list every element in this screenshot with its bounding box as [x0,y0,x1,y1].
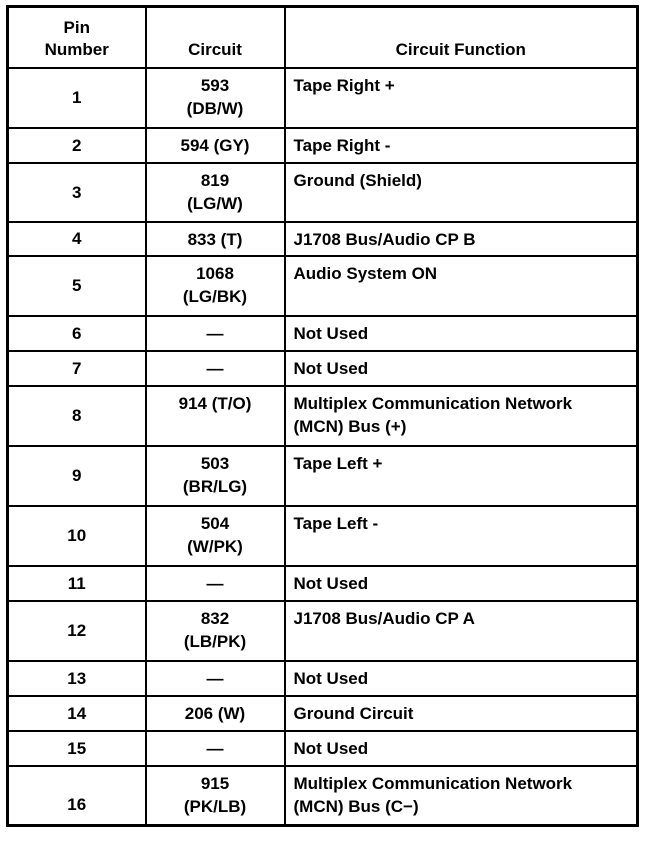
circuit-function-text: J1708 Bus/Audio CP B [293,229,476,249]
table-row [8,316,638,351]
circuit-cell [146,128,285,163]
table-row [8,766,638,826]
circuit-function-text: Tape Left + [293,453,383,473]
circuit-cell [146,351,285,386]
pin-number-cell: 1 [8,68,146,128]
pin-number-cell: 14 [8,696,146,731]
circuit-function-text: Tape Right + [293,75,395,95]
circuit-function-text: Not Used [293,323,369,343]
circuit-number: 593 [200,75,230,95]
circuit-function-cell [285,351,638,386]
circuit-function-cell [285,163,638,222]
circuit-function-text-line2: (MCN) Bus (C−) [293,796,419,816]
circuit-function-text: Not Used [293,573,369,593]
circuit-function-cell [285,506,638,566]
pin-number-cell: 5 [8,256,146,316]
circuit-function-text: Multiplex Communication Network [293,393,573,413]
header-pin-number [8,7,146,68]
table-row [8,696,638,731]
pin-number-cell: 9 [8,446,146,506]
circuit-number: — [206,668,224,688]
circuit-function-cell [285,661,638,696]
pin-number-cell: 8 [8,386,146,446]
pin-number-cell: 13 [8,661,146,696]
header-circuit-function: Circuit Function [285,7,638,68]
table-row [8,128,638,163]
circuit-cell [146,163,285,222]
table-row [8,601,638,661]
pin-number-cell: 16 [8,766,146,826]
circuit-number: 915 [200,773,230,793]
circuit-number: 503 [200,453,230,473]
circuit-cell [146,222,285,256]
circuit-cell [146,601,285,661]
circuit-cell [146,566,285,601]
circuit-function-cell [285,446,638,506]
pin-number-cell: 4 [8,222,146,256]
circuit-function-cell [285,566,638,601]
circuit-cell [146,766,285,826]
pin-number-cell: 11 [8,566,146,601]
circuit-function-text: Not Used [293,358,369,378]
table-row [8,163,638,222]
table-row [8,506,638,566]
circuit-cell [146,316,285,351]
circuit-cell [146,731,285,766]
circuit-number: 1068 [196,263,234,283]
circuit-color-code: (BR/LG) [182,476,248,496]
header-pin-line1: Pin [63,17,90,37]
table-row [8,222,638,256]
circuit-color-code: (W/PK) [187,536,243,556]
circuit-number: 819 [200,170,230,190]
circuit-cell [146,68,285,128]
circuit-function-cell [285,256,638,316]
pin-number-cell: 12 [8,601,146,661]
pin-number-cell: 10 [8,506,146,566]
header-circuit: Circuit [146,7,285,68]
circuit-function-text: Not Used [293,668,369,688]
pin-number-cell: 2 [8,128,146,163]
pin-number-cell: 7 [8,351,146,386]
circuit-number: — [206,323,224,343]
circuit-function-text: Multiplex Communication Network [293,773,573,793]
circuit-function-cell [285,386,638,446]
circuit-number: 914 (T/O) [178,393,252,413]
circuit-function-text: Tape Right - [293,135,391,155]
table-row [8,68,638,128]
circuit-color-code: (LB/PK) [183,631,247,651]
table-row [8,661,638,696]
circuit-function-text: Not Used [293,738,369,758]
circuit-number: 594 (GY) [180,135,250,155]
circuit-function-text: Tape Left - [293,513,379,533]
circuit-color-code: (DB/W) [186,98,244,118]
circuit-function-cell [285,316,638,351]
circuit-number: 832 [200,608,230,628]
table-body [8,68,638,826]
circuit-cell [146,446,285,506]
circuit-function-text: Audio System ON [293,263,438,283]
circuit-function-cell [285,128,638,163]
circuit-function-text: Ground (Shield) [293,170,422,190]
circuit-function-cell [285,731,638,766]
table-row [8,256,638,316]
circuit-function-cell [285,601,638,661]
circuit-function-cell [285,222,638,256]
circuit-color-code: (LG/BK) [182,286,248,306]
circuit-color-code: (PK/LB) [183,796,247,816]
circuit-function-text-line2: (MCN) Bus (+) [293,416,407,436]
table-row [8,351,638,386]
table-row [8,446,638,506]
circuit-number: 504 [200,513,230,533]
header-pin-line2: Number [44,39,109,59]
circuit-number: — [206,573,224,593]
circuit-number: — [206,738,224,758]
pin-number-cell: 3 [8,163,146,222]
circuit-function-cell [285,766,638,826]
circuit-cell [146,661,285,696]
circuit-function-text: Ground Circuit [293,703,414,723]
circuit-function-cell [285,68,638,128]
circuit-cell [146,256,285,316]
pin-number-cell: 6 [8,316,146,351]
table-row [8,386,638,446]
circuit-color-code: (LG/W) [187,193,243,213]
circuit-cell [146,506,285,566]
circuit-cell [146,696,285,731]
circuit-cell [146,386,285,446]
circuit-number: — [206,358,224,378]
table-row [8,731,638,766]
table-row [8,566,638,601]
pin-number-cell: 15 [8,731,146,766]
circuit-number: 206 (W) [184,703,246,723]
header-row [8,7,638,68]
circuit-function-cell [285,696,638,731]
pin-circuit-table [6,5,639,827]
circuit-function-text: J1708 Bus/Audio CP A [293,608,475,628]
circuit-number: 833 (T) [187,229,243,249]
